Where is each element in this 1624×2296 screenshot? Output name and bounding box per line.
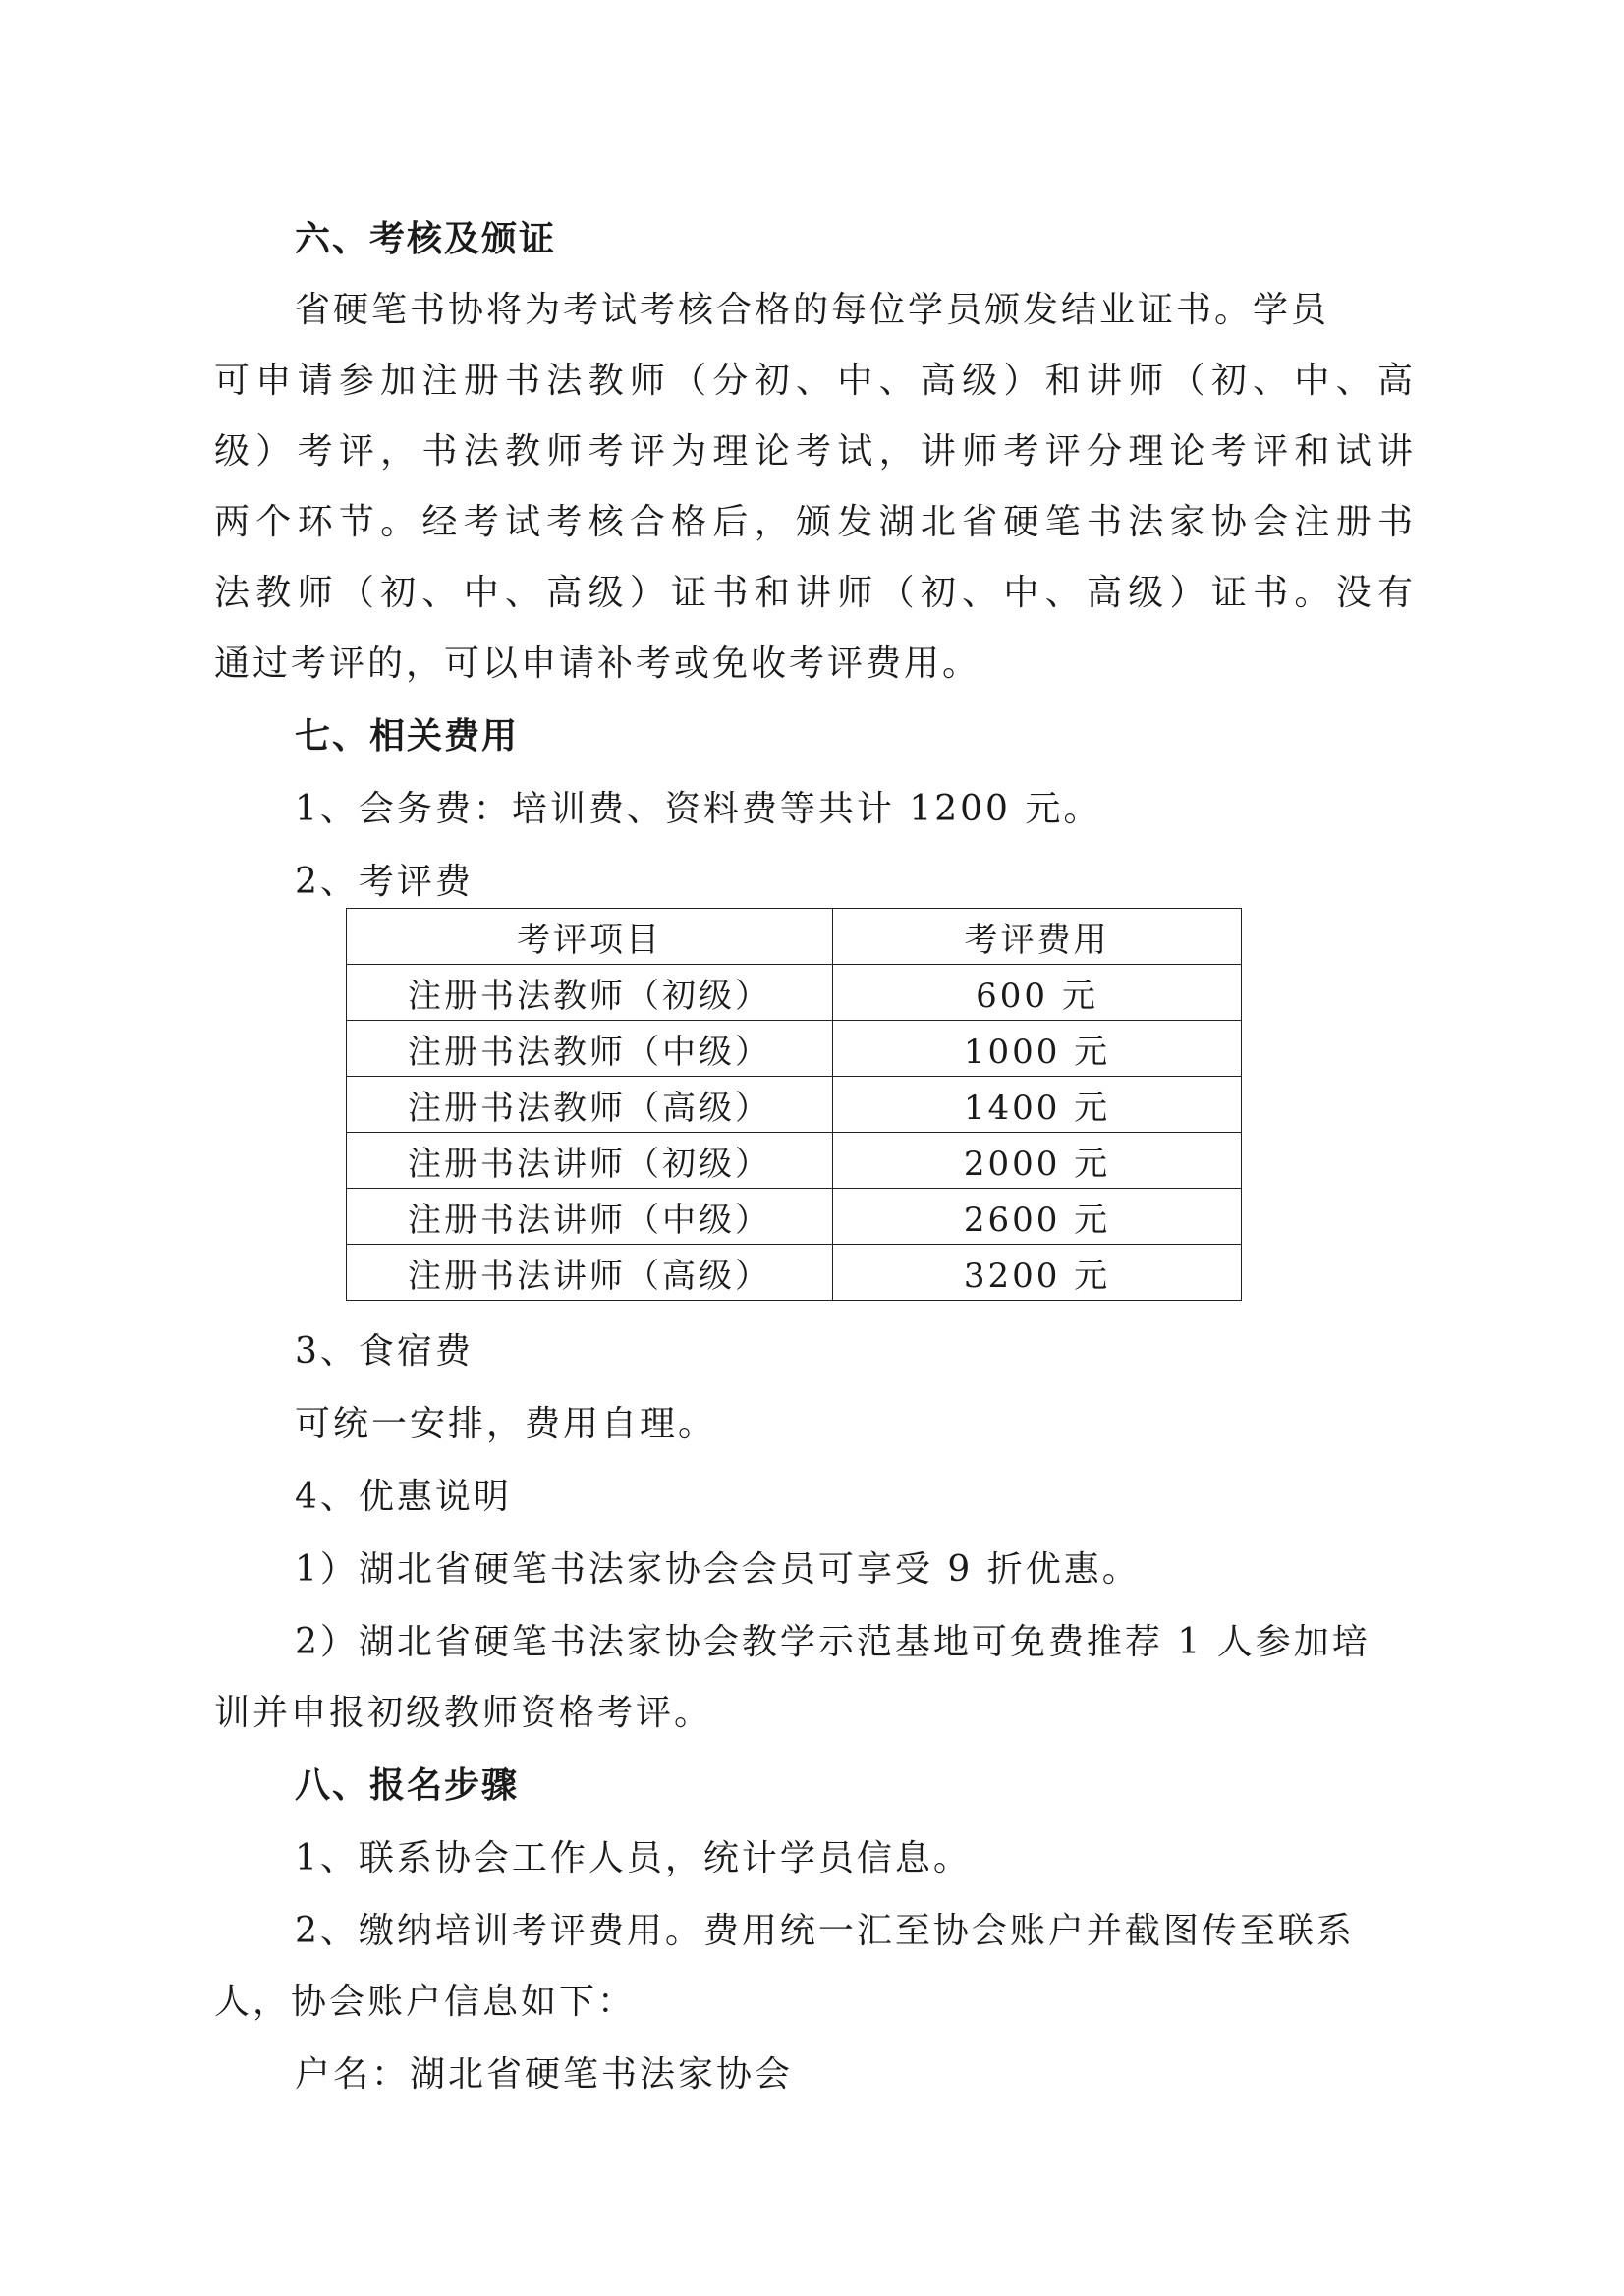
paragraph-line: 通过考评的，可以申请补考或免收考评费用。: [214, 644, 981, 684]
paragraph-line: 可申请参加注册书法教师（分初、中、高级）和讲师（初、中、高: [214, 361, 1415, 401]
table-cell-item: 注册书法教师（初级）: [347, 965, 833, 1021]
table-row: [347, 1021, 1242, 1077]
table-header-cell: 考评费用: [833, 909, 1242, 965]
fee-item-board: 3、食宿费: [295, 1331, 474, 1372]
table-cell-fee: 2000 元: [833, 1133, 1242, 1189]
table-header-cell: 考评项目: [347, 909, 833, 965]
discount-item-base: 2）湖北省硬笔书法家协会教学示范基地可免费推荐 1 人参加培: [295, 1622, 1371, 1662]
assessment-fee-table: [346, 908, 1242, 1301]
table-cell-fee: 1400 元: [833, 1077, 1242, 1133]
table-cell-item: 注册书法讲师（高级）: [347, 1245, 833, 1301]
table-cell-item: 注册书法讲师（中级）: [347, 1189, 833, 1245]
table-cell-fee: 1000 元: [833, 1021, 1242, 1077]
paragraph-line: 训并申报初级教师资格考评。: [214, 1693, 713, 1733]
table-cell-fee: 2600 元: [833, 1189, 1242, 1245]
paragraph-line: 可统一安排，费用自理。: [295, 1404, 717, 1444]
discount-item-member: 1）湖北省硬笔书法家协会会员可享受 9 折优惠。: [295, 1549, 1141, 1590]
paragraph-line: 人，协会账户信息如下：: [214, 1982, 637, 2022]
table-row: [347, 965, 1242, 1021]
registration-step-2: 2、缴纳培训考评费用。费用统一汇至协会账户并截图传至联系: [295, 1911, 1355, 1951]
table-cell-item: 注册书法教师（高级）: [347, 1077, 833, 1133]
table-row: [347, 1133, 1242, 1189]
fee-item-assessment: 2、考评费: [295, 862, 474, 902]
paragraph-line: 级）考评，书法教师考评为理论考试，讲师考评分理论考评和试讲: [214, 431, 1415, 472]
table-header-row: [347, 909, 1242, 965]
paragraph-line: 省硬笔书协将为考试考核合格的每位学员颁发结业证书。学员: [295, 290, 1330, 330]
table-cell-item: 注册书法教师（中级）: [347, 1021, 833, 1077]
table-cell-item: 注册书法讲师（初级）: [347, 1133, 833, 1189]
section-heading-registration: 八、报名步骤: [295, 1765, 520, 1806]
section-heading-assessment: 六、考核及颁证: [295, 219, 557, 259]
section-heading-fees: 七、相关费用: [295, 716, 520, 756]
paragraph-line: 法教师（初、中、高级）证书和讲师（初、中、高级）证书。没有: [214, 573, 1415, 613]
table-row: [347, 1189, 1242, 1245]
paragraph-line: 两个环节。经考试考核合格后，颁发湖北省硬笔书法家协会注册书: [214, 502, 1415, 542]
fee-item-conference: 1、会务费：培训费、资料费等共计 1200 元。: [295, 789, 1102, 829]
table-row: [347, 1077, 1242, 1133]
fee-item-discount: 4、优惠说明: [295, 1477, 512, 1517]
registration-step-1: 1、联系协会工作人员，统计学员信息。: [295, 1838, 972, 1878]
table-cell-fee: 3200 元: [833, 1245, 1242, 1301]
table-row: [347, 1245, 1242, 1301]
account-name: 户名：湖北省硬笔书法家协会: [295, 2054, 794, 2095]
table-cell-fee: 600 元: [833, 965, 1242, 1021]
